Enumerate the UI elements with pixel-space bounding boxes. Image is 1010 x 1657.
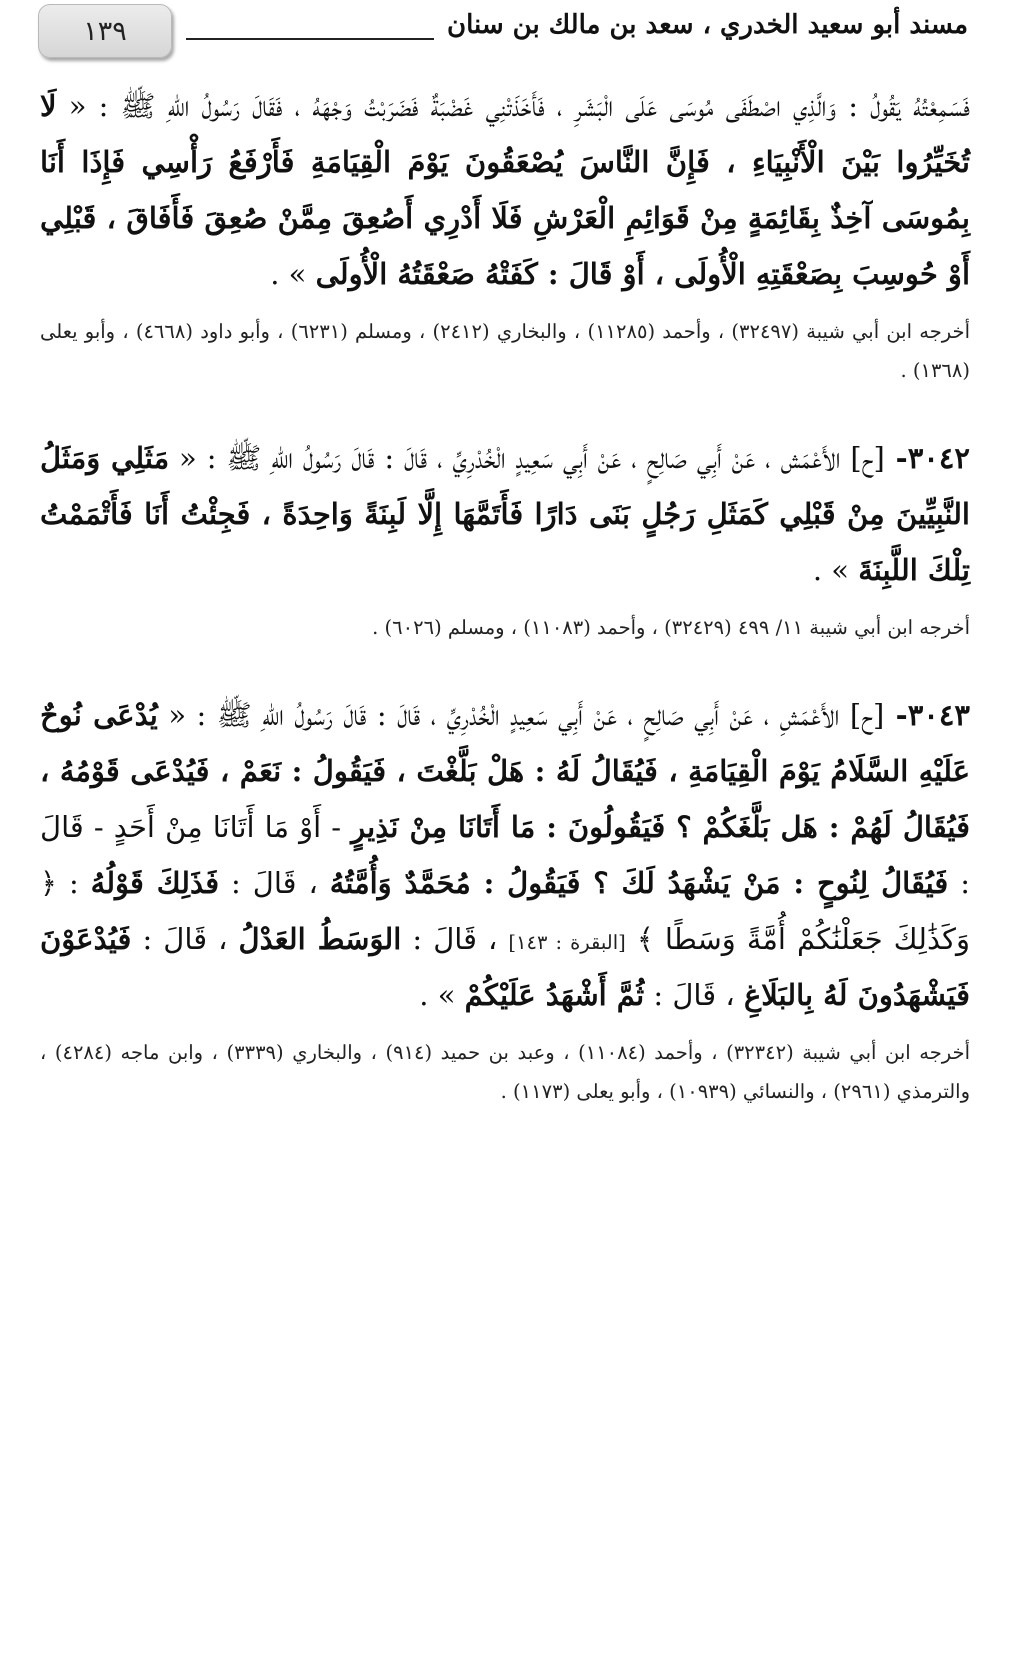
page-number-badge — [38, 4, 172, 58]
hadith-3041-takhrij: أخرجه ابن أبي شيبة (٣٢٤٩٧) ، وأحمد (١١٢٨٥) ، والبخاري (٢٤١٢) ، ومسلم (٦٢٣١) ، وأبو داود (٤٦٦٨) ، وأبو يعلى (١٣٦٨) . — [40, 320, 970, 382]
hadith-3043-quote-2: فَيُقَالُ لِنُوحٍ : مَنْ يَشْهَدُ لَكَ ؟ فَيَقُولُ : مُحَمَّدٌ وَأُمَّتُهُ — [329, 866, 949, 900]
page-header — [0, 0, 1010, 70]
hadith-3042-quote: مَثَلِي وَمَثَلُ النَّبِيِّينَ مِنْ قَبْلِي كَمَثَلِ رَجُلٍ بَنَى دَارًا فَأَتَمَّهَا إِلَّا لَبِنَةً وَاحِدَةً ، فَجِئْتُ أَنَا فَأَتْمَمْتُ تِلْكَ اللَّبِنَةَ — [40, 441, 970, 587]
running-title: مسند أبو سعيد الخدري ، سعد بن مالك بن سنان — [446, 10, 968, 40]
hadith-3042-end: » . — [812, 553, 859, 587]
hadith-3043-intro: [ح] الأَعْمَشِ ، عَنْ أَبِي صَالِحٍ ، عَنْ أَبِي سَعِيدٍ الْخُدْرِيِّ ، قَالَ : قَالَ رَسُولُ اللهِ ﷺ : « — [157, 698, 885, 732]
header-rule — [186, 38, 434, 40]
hadith-3043-quote-1: يُدْعَى نُوحٌ عَلَيْهِ السَّلَامُ يَوْمَ الْقِيَامَةِ ، فَيُقَالُ لَهُ : هَلْ بَلَّغْتَ ، فَيَقُولُ : نَعَمْ ، فَيُدْعَى قَوْمُهُ ، فَيُقَالُ لَهُمْ : هَل بَلَّغَكُمْ ؟ فَيَقُولُونَ : مَا أَتَانَا مِنْ نَذِيرٍ — [40, 698, 971, 844]
page-content — [40, 78, 970, 1111]
hadith-3042-plain: [ح] الأَعْمَش ، عَنْ أَبِي صَالِحٍ ، عَنْ أَبِي سَعِيدٍ الْخُدْرِيِّ ، قَالَ : قَالَ رَسُولُ اللهِ ﷺ : « — [169, 441, 885, 475]
hadith-3042-takhrij: أخرجه ابن أبي شيبة ١١/ ٤٩٩ (٣٢٤٢٩) ، وأحمد (١١٠٨٣) ، ومسلم (٦٠٢٦) . — [372, 616, 970, 639]
hadith-3043-text — [40, 687, 970, 1023]
hadith-3043-takhrij: أخرجه ابن أبي شيبة (٣٢٣٤٢) ، وأحمد (١١٠٨٤) ، وعبد بن حميد (٩١٤) ، والبخاري (٣٣٣٩) ، وابن ماجه (٤٢٨٤) ، والترمذي (٢٩٦١) ، والنسائي (١٠٩٣٩) ، وأبو يعلى (١١٧٣) . — [40, 1041, 970, 1103]
hadith-3043-connector-2: ، قَالَ : — [219, 866, 330, 900]
hadith-3041-quote: لَا تُخَيِّرُوا بَيْنَ الْأَنْبِيَاءِ ، فَإِنَّ النَّاسَ يُصْعَقُونَ يَوْمَ الْقِيَامَةِ فَأَرْفَعُ رَأْسِي فَإِذَا أَنَا بِمُوسَى آخِذٌ بِقَائِمَةٍ مِنْ قَوَائِمِ الْعَرْشِ فَلَا أَدْرِي أَصُعِقَ مِمَّنْ صُعِقَ فَأَفَاقَ ، قَبْلِي أَوْ حُوسِبَ بِصَعْقَتِهِ الْأُولَى ، أَوْ قَالَ : كَفَتْهُ صَعْقَتُهُ الْأُولَى — [40, 89, 970, 291]
hadith-3043-quote-3: فَذَلِكَ قَوْلُهُ — [90, 866, 220, 900]
hadith-3042-text — [40, 430, 970, 598]
hadith-3043-aside: - أَوْ مَا أَتَانَا مِنْ أَحَدٍ - قَالَ : — [40, 810, 970, 900]
hadith-3043-connector-6: ، قَالَ : — [644, 978, 744, 1012]
hadith-3041-plain: فَسَمِعْتُهُ يَقُولُ : وَالَّذِي اصْطَفَى مُوسَى عَلَى الْبَشَرِ ، فَأَخَذَتْنِي غَضْبَةٌ فَضَرَبْتُ وَجْهَهُ ، فَقَالَ رَسُولُ اللهِ ﷺ : « — [56, 89, 970, 123]
hadith-3043-quran-ref: [البقرة : ١٤٣] — [508, 931, 626, 954]
hadith-3043-quote-6: ثُمَّ أَشْهَدُ عَلَيْكُمْ — [464, 978, 645, 1012]
hadith-3043-quran-verse: : ﴿ وَكَذَٰلِكَ جَعَلْنَٰكُمْ أُمَّةً وَسَطًا ﴾ — [40, 866, 970, 956]
hadith-3043-connector-5: ، قَالَ : — [131, 922, 239, 956]
hadith-3041-end: » . — [270, 257, 316, 291]
hadith-3043-connector-4: ، قَالَ : — [401, 922, 509, 956]
hadith-3043-end: » . — [419, 978, 465, 1012]
hadith-3042-number: ٣٠٤٢- — [884, 441, 970, 475]
hadith-3043-number: ٣٠٤٣- — [884, 698, 970, 732]
hadith-3041-text — [40, 78, 970, 302]
hadith-3043-quote-5: فَيُدْعَوْنَ فَيَشْهَدُونَ لَهُ بِالبَلَاغِ — [40, 922, 970, 1012]
hadith-3043-quote-4: الوَسَطُ العَدْلُ — [238, 922, 402, 956]
page-number: ١٣٩ — [83, 15, 127, 47]
